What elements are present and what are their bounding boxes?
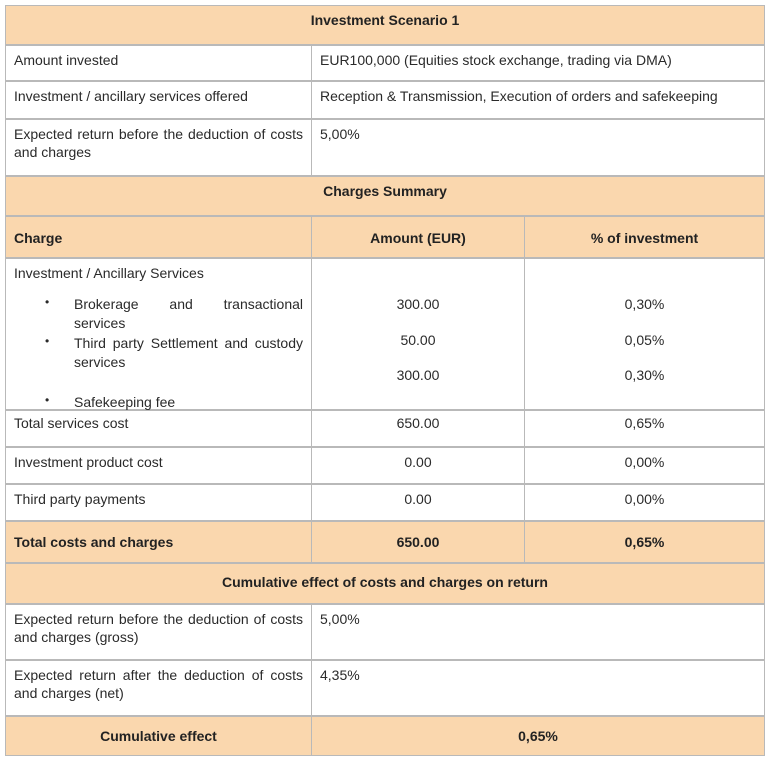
- net-return-row: [5, 660, 765, 716]
- return-label: Expected return before the deduction of costs and charges (gross): [5, 604, 312, 660]
- service-label: Brokerage and transactional services: [74, 296, 303, 331]
- service-percent: 0,30%: [624, 367, 665, 383]
- cumulative-effect-value: 0,65%: [311, 716, 765, 756]
- info-label: Investment / ancillary services offered: [5, 81, 312, 119]
- services-block: [5, 258, 765, 410]
- row-label: Third party payments: [5, 484, 312, 521]
- cumulative-effect-label: Cumulative effect: [5, 716, 312, 756]
- services-offered-row: [5, 81, 765, 119]
- info-value: 5,00%: [311, 119, 765, 176]
- row-label: Total services cost: [5, 410, 312, 447]
- cumulative-title: Cumulative effect of costs and charges on return: [5, 563, 765, 604]
- cumulative-effect-row: [5, 716, 765, 756]
- table-row: [5, 484, 765, 521]
- bullet-icon: •: [45, 334, 50, 348]
- scenario-title: Investment Scenario 1: [5, 5, 765, 45]
- grand-total-label: Total costs and charges: [5, 521, 312, 563]
- service-percent: 0,30%: [624, 296, 665, 312]
- row-percent: 0,00%: [524, 447, 765, 484]
- gross-return-row: [5, 604, 765, 660]
- return-value: 5,00%: [311, 604, 765, 660]
- services-charge-cell: [5, 258, 312, 410]
- row-amount: 650.00: [311, 410, 525, 447]
- bullet-icon: •: [45, 393, 50, 407]
- charges-summary-title: Charges Summary: [5, 176, 765, 216]
- row-amount: 0.00: [311, 484, 525, 521]
- service-label: Safekeeping fee: [74, 394, 176, 410]
- info-label: Expected return before the deduction of costs and charges: [5, 119, 312, 176]
- info-value: Reception & Transmission, Execution of orders and safekeeping: [311, 81, 765, 119]
- service-percent: 0,05%: [624, 332, 665, 348]
- row-percent: 0,65%: [524, 410, 765, 447]
- grand-total-percent: 0,65%: [524, 521, 765, 563]
- services-heading: Investment / Ancillary Services: [14, 265, 204, 281]
- services-amount-cell: [311, 258, 525, 410]
- return-label: Expected return after the deduction of costs and charges (net): [5, 660, 312, 716]
- info-value: EUR100,000 (Equities stock exchange, trading via DMA): [311, 45, 765, 81]
- return-value: 4,35%: [311, 660, 765, 716]
- table-row: [5, 447, 765, 484]
- cumulative-header-row: [5, 563, 765, 604]
- service-amount: 300.00: [396, 367, 440, 383]
- info-label: Amount invested: [5, 45, 312, 81]
- grand-total-amount: 650.00: [311, 521, 525, 563]
- row-label: Investment product cost: [5, 447, 312, 484]
- row-amount: 0.00: [311, 447, 525, 484]
- amount-invested-row: [5, 45, 765, 81]
- charges-summary-header-row: [5, 176, 765, 216]
- services-percent-cell: [524, 258, 765, 410]
- service-amount: 300.00: [396, 296, 440, 312]
- service-amount: 50.00: [400, 332, 436, 348]
- column-header-row: [5, 216, 765, 258]
- service-label: Third party Settlement and custody services: [74, 335, 303, 370]
- row-percent: 0,00%: [524, 484, 765, 521]
- expected-return-row: [5, 119, 765, 176]
- column-header-percent: % of investment: [524, 216, 765, 258]
- scenario-header-row: [5, 5, 765, 45]
- column-header-charge: Charge: [5, 216, 312, 258]
- grand-total-row: [5, 521, 765, 563]
- bullet-icon: •: [45, 295, 50, 309]
- table-row: [5, 410, 765, 447]
- column-header-amount: Amount (EUR): [311, 216, 525, 258]
